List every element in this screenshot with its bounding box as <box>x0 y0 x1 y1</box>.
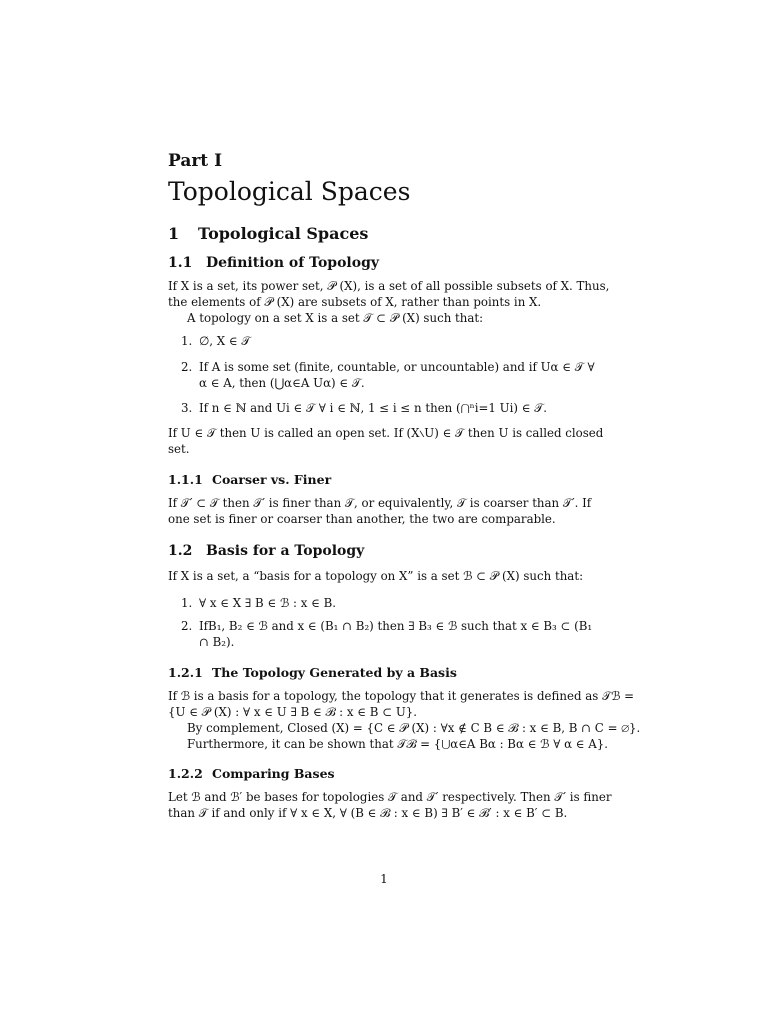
part-title: Topological Spaces <box>168 177 411 206</box>
part-label: Part I <box>168 151 223 171</box>
section-1-heading <box>168 224 368 243</box>
list-text: If n ∈ ℕ and Ui ∈ 𝒯 ∀ i ∈ ℕ, 1 ≤ i ≤ n then (⋂ⁿi=1 Ui) ∈ 𝒯. <box>199 401 547 415</box>
subsection-number: 1.2 <box>168 543 193 559</box>
subsubsection-number: 1.1.1 <box>168 472 203 487</box>
subsection-title: Basis for a Topology <box>206 543 365 559</box>
list-number: 2. <box>181 619 193 633</box>
section-title: Topological Spaces <box>198 224 369 243</box>
subsubsection-number: 1.2.1 <box>168 665 203 680</box>
paragraph-line: If X is a set, its power set, 𝒫 (X), is a set of all possible subsets of X. Thus, <box>168 279 610 293</box>
subsubsection-number: 1.2.2 <box>168 766 203 781</box>
list-number: 1. <box>181 334 193 348</box>
paragraph-line: If X is a set, a “basis for a topology on X” is a set ℬ ⊂ 𝒫 (X) such that: <box>168 569 584 583</box>
page-number: 1 <box>380 872 388 886</box>
paragraph-line: the elements of 𝒫 (X) are subsets of X, rather than points in X. <box>168 295 542 309</box>
subsection-1-1-heading <box>168 255 379 271</box>
list-number: 1. <box>181 596 193 610</box>
paragraph-line: than 𝒯 if and only if ∀ x ∈ X, ∀ (B ∈ ℬ : x ∈ B) ∃ B′ ∈ ℬ′ : x ∈ B′ ⊂ B. <box>168 806 568 820</box>
paragraph-line: Let ℬ and ℬ′ be bases for topologies 𝒯 and 𝒯′ respectively. Then 𝒯′ is finer <box>168 790 612 804</box>
paragraph-line: one set is finer or coarser than another, the two are comparable. <box>168 512 556 526</box>
paragraph-line: A topology on a set X is a set 𝒯 ⊂ 𝒫 (X) such that: <box>187 311 484 325</box>
list-text: If A is some set (finite, countable, or uncountable) and if Uα ∈ 𝒯 ∀ α ∈ A, then (⋃α∈A Uα) ∈ 𝒯. <box>199 360 595 390</box>
subsection-number: 1.1 <box>168 255 193 271</box>
subsubsection-1-2-1-heading <box>168 665 457 680</box>
subsubsection-title: Comparing Bases <box>212 766 335 781</box>
subsection-1-2-heading <box>168 543 364 559</box>
list-text: ∀ x ∈ X ∃ B ∈ ℬ : x ∈ B. <box>199 596 337 610</box>
subsubsection-1-2-2-heading <box>168 766 335 781</box>
paragraph-line: If 𝒯′ ⊂ 𝒯 then 𝒯′ is finer than 𝒯, or equivalently, 𝒯 is coarser than 𝒯′. If <box>168 496 592 510</box>
list-text: IfB₁, B₂ ∈ ℬ and x ∈ (B₁ ∩ B₂) then ∃ B₃ ∈ ℬ such that x ∈ B₃ ⊂ (B₁ ∩ B₂). <box>199 619 593 649</box>
subsubsection-title: The Topology Generated by a Basis <box>212 665 457 680</box>
section-number: 1 <box>168 224 180 243</box>
paragraph-line: If U ∈ 𝒯 then U is called an open set. If (X∖U) ∈ 𝒯 then U is called closed <box>168 426 604 440</box>
subsection-title: Definition of Topology <box>206 255 379 271</box>
paragraph-line: set. <box>168 442 190 456</box>
list-number: 3. <box>181 401 193 415</box>
paragraph-line: {U ∈ 𝒫 (X) : ∀ x ∈ U ∃ B ∈ ℬ : x ∈ B ⊂ U}. <box>168 705 418 719</box>
list-item <box>181 618 599 650</box>
list-number: 2. <box>181 360 193 374</box>
subsubsection-1-1-1-heading <box>168 472 331 487</box>
list-item <box>181 595 599 611</box>
paragraph-line: If ℬ is a basis for a topology, the topology that it generates is defined as 𝒯ℬ = <box>168 689 635 703</box>
list-text: ∅, X ∈ 𝒯 <box>199 334 251 348</box>
list-item <box>181 400 599 416</box>
paragraph-line: Furthermore, it can be shown that 𝒯ℬ = {⋃α∈A Bα : Bα ∈ ℬ ∀ α ∈ A}. <box>187 737 609 751</box>
paragraph-line: By complement, Closed (X) = {C ∈ 𝒫 (X) : ∀x ∉ C B ∈ ℬ : x ∈ B, B ∩ C = ∅}. <box>187 721 641 735</box>
list-item <box>181 359 599 391</box>
subsubsection-title: Coarser vs. Finer <box>212 472 332 487</box>
list-item <box>181 333 599 349</box>
